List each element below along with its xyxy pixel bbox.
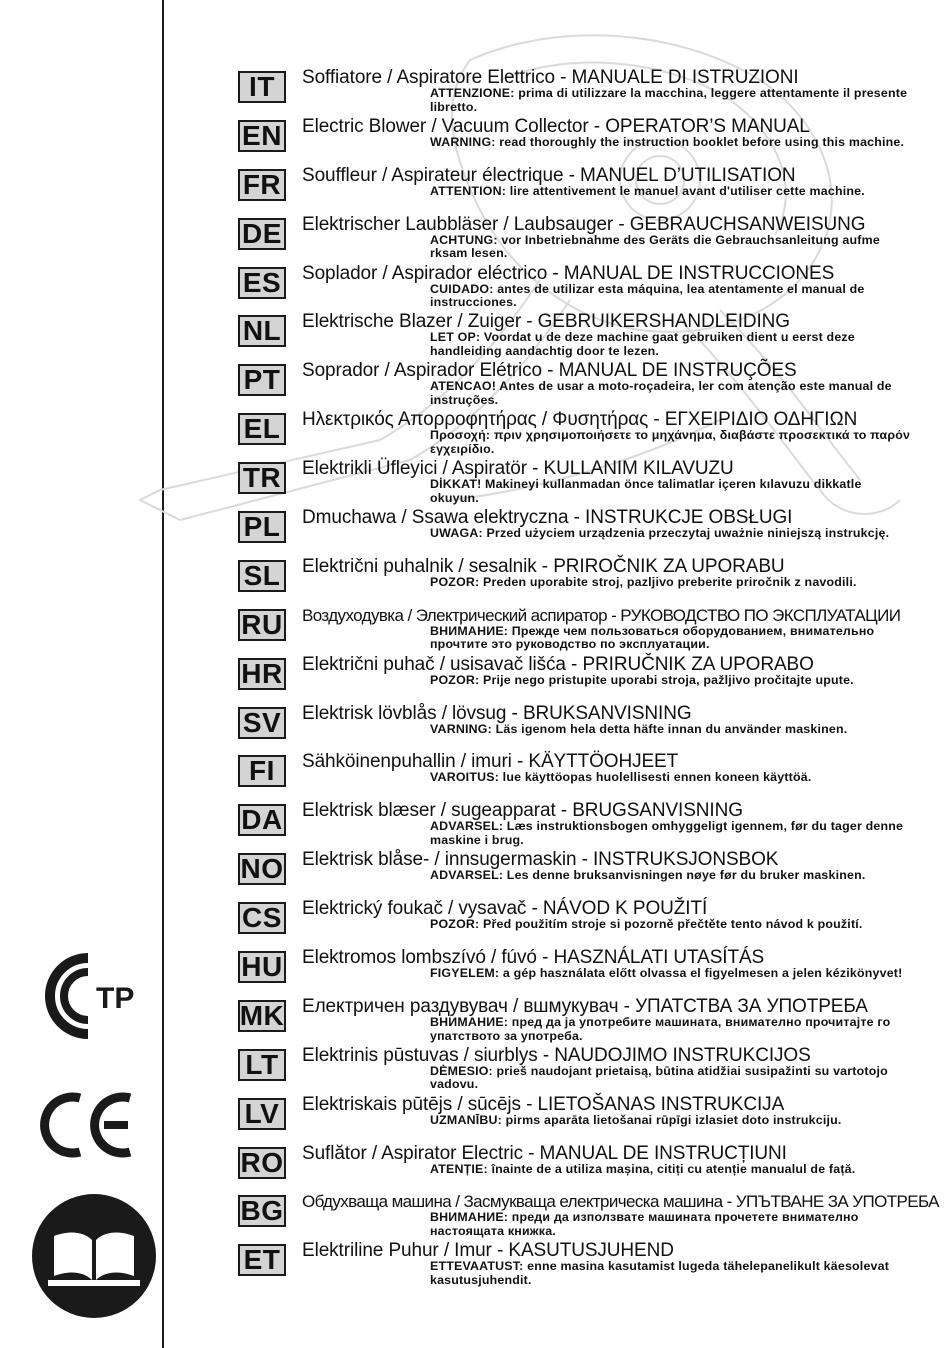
gost-r-certification-icon [30, 950, 148, 1040]
language-entry-cs [238, 899, 938, 948]
safety-warning: WARNING: read thoroughly the instruction booklet before using this machine. [430, 134, 905, 149]
safety-warning: POZOR: Prije nego pristupite uporabi stroja, pažljivo pročitajte upute. [430, 672, 854, 687]
language-code-badge: LT [238, 1049, 286, 1081]
language-entry-pl [238, 508, 938, 557]
manual-title: Soplador / Aspirador eléctrico - MANUAL DE INSTRUCCIONES [302, 262, 835, 284]
manual-title: Ηλεκτρικός Απορροφητήρας / Φυσητήρας - ΕΓΧΕΙΡΙΔΙΟ ΟΔΗΓΙΩΝ [302, 409, 858, 431]
language-code-badge: EN [238, 120, 286, 152]
language-entry-lt [238, 1046, 938, 1095]
safety-warning: CUIDADO: antes de utilizar esta máquina, lea atentamente el manual de instrucciones. [430, 281, 865, 310]
language-code-badge: NL [238, 315, 286, 347]
language-code-badge: HU [238, 951, 286, 983]
read-manual-book-icon [30, 1192, 158, 1320]
language-code-badge: IT [238, 71, 286, 103]
manual-title: Elektromos lombszívó / fúvó - HASZNÁLATI UTASÍTÁS [302, 947, 765, 969]
language-code-badge: SL [238, 560, 286, 592]
manual-title: Обдухваща машина / Засмукваща електрическа машина - УПЪТВАНЕ ЗА УПОТРЕБА [302, 1192, 939, 1212]
safety-warning: POZOR: Před použitím stroje si pozorně přečtěte tento návod k použití. [430, 917, 863, 932]
safety-warning: Προσοχή: πριν χρησιμοποιήσετε το μηχάνημα, διαβάστε προσεκτικά το παρόν εγχειρίδιο. [430, 428, 911, 456]
language-entry-fr [238, 166, 938, 215]
safety-warning: ВНИМАНИЕ: Прежде чем пользоваться оборудованием, внимательно прочтите это руководство по эксплуатации. [430, 623, 875, 652]
language-entry-hr [238, 655, 938, 704]
safety-warning: VAROITUS: lue käyttöopas huolellisesti ennen koneen käyttöä. [430, 770, 812, 785]
safety-warning: ADVARSEL: Læs instruktionsbogen omhyggeligt igennem, før du tager denne maskine i brug. [430, 819, 904, 847]
manual-title: Elektrisk blåse- / innsugermaskin - INSTRUKSJONSBOK [302, 849, 779, 871]
language-entry-fi [238, 752, 938, 801]
manual-title: Електричен раздувувач / вшмукувач - УПАТСТВА ЗА УПОТРЕБА [302, 995, 868, 1017]
manual-title: Soprador / Aspirador Elétrico - MANUAL DE INSTRUÇÕES [302, 360, 797, 382]
ce-mark-icon [30, 1080, 148, 1170]
language-entry-de [238, 215, 938, 264]
certification-marks [30, 950, 150, 1320]
language-entry-lv [238, 1095, 938, 1144]
manual-title: Soffiatore / Aspiratore Elettrico - MANUALE DI ISTRUZIONI [302, 67, 799, 88]
manual-title: Elektrisk blæser / sugeapparat - BRUGSANVISNING [302, 800, 743, 822]
manual-title: Elektrický foukač / vysavač - NÁVOD K POUŽITÍ [302, 898, 708, 920]
safety-warning: POZOR: Preden uporabite stroj, pazljivo preberite priročnik z navodili. [430, 574, 857, 589]
language-code-badge: EL [238, 413, 286, 445]
manual-title: Elektrischer Laubbläser / Laubsauger - GEBRAUCHSANWEISUNG [302, 213, 866, 235]
language-code-badge: ES [238, 267, 286, 299]
manual-title: Воздуходувка / Электрический аспиратор - РУКОВОДСТВО ПО ЭКСПЛУАТАЦИИ [302, 605, 901, 625]
language-code-badge: CS [238, 902, 286, 934]
language-code-badge: NO [238, 853, 286, 885]
language-entry-hu [238, 948, 938, 997]
manual-title: Elektriline Puhur / Imur - KASUTUSJUHEND [302, 1240, 674, 1262]
language-code-badge: TR [238, 462, 286, 494]
manual-title: Suflător / Aspirator Electric - MANUAL DE INSTRUCȚIUNI [302, 1142, 787, 1164]
sidebar-divider [162, 0, 164, 1348]
safety-warning: ATTENTION: lire attentivement le manuel avant d'utiliser cette machine. [430, 183, 865, 198]
safety-warning: VARNING: Läs igenom hela detta häfte innan du använder maskinen. [430, 721, 848, 736]
language-code-badge: PL [238, 511, 286, 543]
language-code-badge: HR [238, 658, 286, 690]
safety-warning: UZMANĪBU: pirms aparāta lietošanai rūpīgi izlasiet doto instrukciju. [430, 1112, 842, 1127]
safety-warning: ACHTUNG: vor Inbetriebnahme des Geräts die Gebrauchsanleitung aufme rksam lesen. [430, 232, 880, 261]
language-code-badge: RU [238, 609, 286, 641]
safety-warning: ADVARSEL: Les denne bruksanvisningen nøye før du bruker maskinen. [430, 868, 866, 883]
language-code-badge: BG [238, 1195, 286, 1227]
language-code-badge: PT [238, 364, 286, 396]
safety-warning: ATENȚIE: înainte de a utiliza mașina, citiți cu atenție manualul de față. [430, 1161, 856, 1176]
manual-title: Souffleur / Aspirateur électrique - MANUEL D’UTILISATION [302, 164, 796, 186]
language-list [238, 68, 938, 1290]
manual-title: Električni puhač / usisavač lišća - PRIRUČNIK ZA UPORABO [302, 653, 814, 675]
language-entry-ru [238, 606, 938, 655]
safety-warning: ETTEVAATUST: enne masina kasutamist lugeda tähelepanelikult käesolevat kasutusjuhendit. [430, 1259, 890, 1287]
language-code-badge: RO [238, 1147, 286, 1179]
safety-warning: ATTENZIONE: prima di utilizzare la macchina, leggere attentamente il presente libretto. [430, 86, 908, 114]
language-entry-no [238, 850, 938, 899]
language-code-badge: MK [239, 999, 285, 1031]
language-entry-nl [238, 312, 938, 361]
safety-warning: LET OP: Voordat u de deze machine gaat gebruiken dient u eerst deze handleiding aandachtig door te lezen. [430, 330, 855, 359]
manual-title: Elektrikli Üfleyici / Aspiratör - KULLANIM KILAVUZU [302, 458, 734, 480]
safety-warning: FIGYELEM: a gép használata előtt olvassa el figyelmesen a jelen kézikönyvet! [430, 966, 903, 981]
language-code-badge: DE [238, 218, 286, 250]
safety-warning: ATENCAO! Antes de usar a moto-roçadeira, ler com atenção este manual de instruções. [430, 379, 892, 407]
safety-warning: ВНИМАНИЕ: преди да използвате машината прочетете внимателно настоящата книжка. [430, 1210, 859, 1239]
language-entry-es [238, 264, 938, 313]
manual-title: Electric Blower / Vacuum Collector - OPERATOR’S MANUAL [302, 115, 810, 137]
manual-title: Sähköinenpuhallin / imuri - KÄYTTÖOHJEET [302, 751, 679, 773]
language-entry-sl [238, 557, 938, 606]
manual-title: Elektriskais pūtējs / sūcējs - LIETOŠANAS INSTRUKCIJA [302, 1093, 785, 1115]
safety-warning: DĖMESIO: prieš naudojant prietaisą, būtina atidžiai susipažinti su vartotojo vadovu. [430, 1063, 888, 1092]
safety-warning: DİKKAT! Makineyi kullanmadan önce talimatlar içeren kılavuzu dikkatle okuyun. [430, 477, 862, 505]
language-entry-ro [238, 1144, 938, 1193]
language-entry-da [238, 801, 938, 850]
manual-title: Elektrische Blazer / Zuiger - GEBRUIKERSHANDLEIDING [302, 311, 790, 333]
language-code-badge: LV [238, 1098, 286, 1130]
language-entry-el [238, 410, 938, 459]
language-code-badge: ET [238, 1244, 286, 1276]
safety-warning: UWAGA: Przed użyciem urządzenia przeczytaj uważnie niniejszą instrukcję. [430, 526, 890, 541]
manual-title: Električni puhalnik / sesalnik - PRIROČNIK ZA UPORABU [302, 555, 785, 577]
language-entry-it [238, 68, 938, 117]
language-entry-bg [238, 1192, 938, 1241]
language-code-badge: FR [238, 169, 286, 201]
safety-warning: ВНИМАНИЕ: пред да ја употребите машината, внимателно прочитајте го упатството за употреба. [430, 1014, 891, 1043]
language-entry-tr [238, 459, 938, 508]
language-entry-mk [238, 997, 938, 1046]
language-code-badge: FI [238, 755, 286, 787]
manual-title: Dmuchawa / Ssawa elektryczna - INSTRUKCJE OBSŁUGI [302, 507, 793, 529]
language-entry-en [238, 117, 938, 166]
language-entry-pt [238, 361, 938, 410]
manual-title: Elektrisk lövblås / lövsug - BRUKSANVISNING [302, 702, 692, 724]
language-entry-et [238, 1241, 938, 1290]
language-code-badge: DA [238, 804, 286, 836]
language-entry-sv [238, 704, 938, 753]
gost-letters: ТР [96, 982, 135, 1015]
language-code-badge: SV [238, 707, 286, 739]
manual-title: Elektrinis pūstuvas / siurblys - NAUDOJIMO INSTRUKCIJOS [302, 1044, 811, 1066]
